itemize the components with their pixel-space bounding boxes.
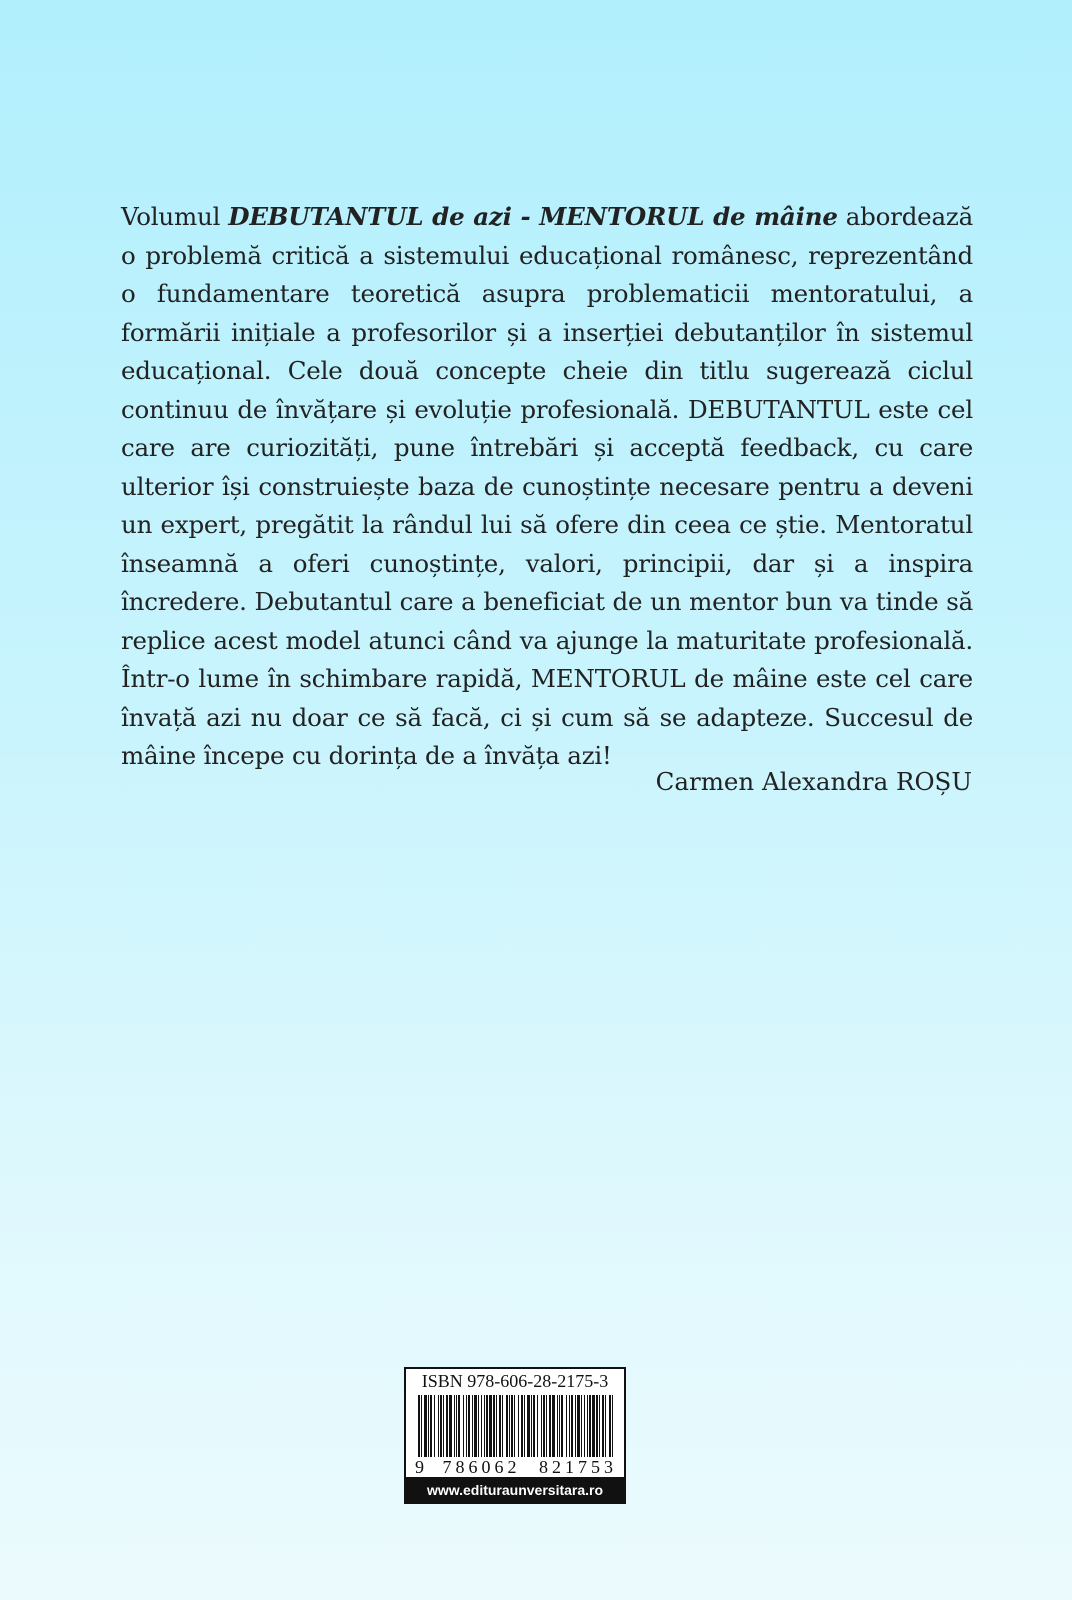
author-name: Carmen Alexandra ROȘU	[655, 767, 972, 796]
barcode-bar	[428, 1395, 429, 1457]
barcode-bar	[557, 1395, 558, 1457]
back-cover-blurb	[121, 198, 973, 776]
publisher-website[interactable]: www.edituraunversitara.ro	[404, 1477, 626, 1504]
barcode-bar	[541, 1395, 542, 1457]
barcode-bar	[549, 1395, 551, 1457]
isbn-barcode	[404, 1367, 626, 1504]
barcode-bar	[506, 1395, 508, 1457]
barcode-bar	[599, 1395, 600, 1457]
barcode-bar	[496, 1395, 497, 1457]
barcode-bar	[575, 1395, 576, 1457]
barcode-digit-first: 9	[415, 1457, 424, 1477]
barcode-bar	[537, 1395, 538, 1457]
barcode-bar	[566, 1395, 567, 1457]
barcode-bar	[478, 1395, 479, 1457]
barcode-bar	[446, 1395, 448, 1457]
barcode-bar	[531, 1395, 532, 1457]
barcode-bar	[587, 1395, 588, 1457]
barcode-bar	[458, 1395, 460, 1457]
barcode-bar	[454, 1395, 455, 1457]
barcode-bar	[443, 1395, 444, 1457]
barcode-bar	[468, 1395, 470, 1457]
isbn-number: ISBN 978-606-28-2175-3	[421, 1371, 609, 1391]
barcode-bar	[605, 1395, 606, 1457]
barcode-bar	[514, 1395, 515, 1465]
barcode-bar	[577, 1395, 580, 1457]
barcode-bar	[489, 1395, 492, 1457]
barcode-bar	[533, 1395, 535, 1457]
barcode-bar	[493, 1395, 495, 1457]
barcode-bar	[509, 1395, 510, 1457]
barcode-bar	[511, 1395, 513, 1457]
book-title: DEBUTANTUL de azi - MENTORUL de mâine	[228, 202, 838, 231]
barcode-bar	[499, 1395, 501, 1457]
barcode-bar	[543, 1395, 545, 1457]
barcode-bar	[472, 1395, 473, 1457]
barcode-bar	[571, 1395, 573, 1457]
barcode-digits	[414, 1457, 618, 1477]
barcode-bar	[581, 1395, 582, 1457]
barcode-bar	[418, 1395, 420, 1465]
barcode-digits-group1: 786062	[442, 1457, 521, 1477]
blurb-text: abordează o problemă critică a sistemului educațional românesc, reprezentând o fundamentare teoretică asupra problematicii mentoratului, a formării inițiale a profesorilor și a inserției debutanților în sistemul educațional. Cele două concepte cheie din titlu sugerează ciclul continuu de învățare și evoluție profesională. DEBUTANTUL este cel care are curiozități, pune întrebări și acceptă feedback, cu care ulterior își construiește baza de cunoștințe necesare pentru a deveni un expert, pregătit la rândul lui să ofere din ceea ce știe. Mentoratul înseamnă a oferi cunoștințe, valori, principii, dar și a inspira încredere. Debutantul care a beneficiat de un mentor bun va tinde să replice acest model atunci când va ajunge la maturitate profesională. Într-o lume în schimbare rapidă, MENTORUL de mâine este cel care învață azi nu doar ce să facă, ci și cum să se adapteze. Succesul de mâine începe cu dorința de a învăța azi!	[121, 202, 973, 770]
barcode-bar	[602, 1395, 604, 1457]
barcode-bar	[463, 1395, 464, 1457]
barcode-bar	[527, 1395, 530, 1457]
barcode-bar	[589, 1395, 591, 1457]
barcode-bar	[466, 1395, 467, 1457]
barcode-bar	[438, 1395, 439, 1457]
barcode-bar	[596, 1395, 598, 1457]
barcode-bar	[474, 1395, 477, 1457]
barcode-bar	[430, 1395, 432, 1457]
barcode-bars	[416, 1395, 616, 1465]
blurb-intro: Volumul	[121, 202, 229, 231]
barcode-bar	[456, 1395, 457, 1457]
barcode-bar	[546, 1395, 547, 1457]
barcode-bar	[449, 1395, 452, 1457]
barcode-bar	[559, 1395, 560, 1457]
barcode-bar	[612, 1395, 613, 1465]
barcode-bar	[561, 1395, 563, 1457]
barcode-bar	[484, 1395, 485, 1457]
barcode-bar	[569, 1395, 570, 1457]
barcode-bar	[609, 1395, 611, 1465]
barcode-bar	[434, 1395, 435, 1457]
barcode-bar	[592, 1395, 595, 1457]
barcode-bar	[521, 1395, 523, 1457]
barcode-bar	[518, 1395, 519, 1465]
barcode-bar	[584, 1395, 585, 1457]
barcode-bar	[552, 1395, 555, 1457]
barcode-bar	[524, 1395, 525, 1457]
barcode-digits-group2: 821753	[539, 1457, 617, 1477]
barcode-bar	[502, 1395, 503, 1457]
barcode-bar	[486, 1395, 488, 1457]
barcode-bar	[481, 1395, 482, 1457]
barcode-bar	[424, 1395, 427, 1457]
barcode-bar	[440, 1395, 442, 1457]
barcode-bar	[421, 1395, 422, 1465]
